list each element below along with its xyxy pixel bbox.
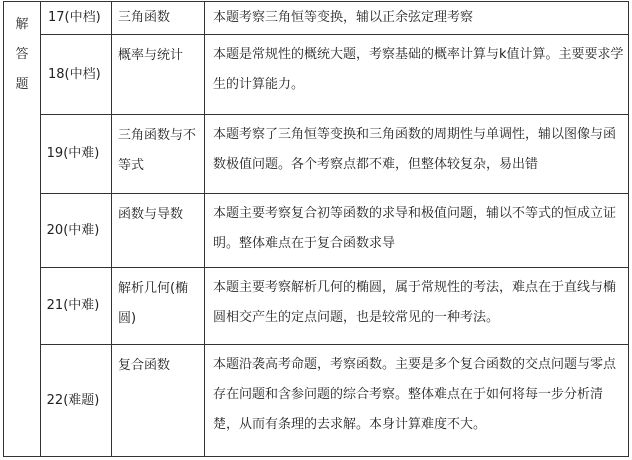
question-description: 本题考察了三角恒等变换和三角函数的周期性与单调性，辅以图像与函数极值问题。各个考察点都不难，但整体较复杂，易出错 <box>205 115 629 194</box>
question-number: 20(中难) <box>41 194 112 268</box>
section-label: 解答题 <box>15 17 29 92</box>
table-row <box>4 345 629 457</box>
table-row <box>4 115 629 194</box>
question-number: 22(难题) <box>41 345 112 457</box>
table-row <box>4 2 629 35</box>
question-topic: 复合函数 <box>112 345 205 457</box>
question-description: 本题考察三角恒等变换，辅以正余弦定理考察 <box>205 2 629 35</box>
table-row <box>4 35 629 115</box>
question-description: 本题主要考察解析几何的椭圆，属于常规性的考法，难点在于直线与椭圆相交产生的定点问题，也是较常见的一种考法。 <box>205 268 629 345</box>
question-number: 19(中难) <box>41 115 112 194</box>
table-row <box>4 194 629 268</box>
question-description: 本题沿袭高考命题，考察函数。主要是多个复合函数的交点问题与零点存在问题和含参问题的综合考察。整体难点在于如何将每一步分析清楚，从而有条理的去求解。本身计算难度不大。 <box>205 345 629 457</box>
question-topic: 函数与导数 <box>112 194 205 268</box>
question-number: 17(中档) <box>41 2 112 35</box>
question-number: 18(中档) <box>41 35 112 115</box>
table-row <box>4 268 629 345</box>
question-topic: 概率与统计 <box>112 35 205 115</box>
question-topic: 三角函数 <box>112 2 205 35</box>
question-topic: 三角函数与不等式 <box>112 115 205 194</box>
question-topic: 解析几何(椭圆) <box>112 268 205 345</box>
question-description: 本题是常规性的概统大题，考察基础的概率计算与k值计算。主要要求学生的计算能力。 <box>205 35 629 115</box>
question-number: 21(中难) <box>41 268 112 345</box>
question-description: 本题主要考察复合初等函数的求导和极值问题，辅以不等式的恒成立证明。整体难点在于复合函数求导 <box>205 194 629 268</box>
exam-analysis-table <box>3 1 629 457</box>
section-label-cell <box>4 2 41 457</box>
